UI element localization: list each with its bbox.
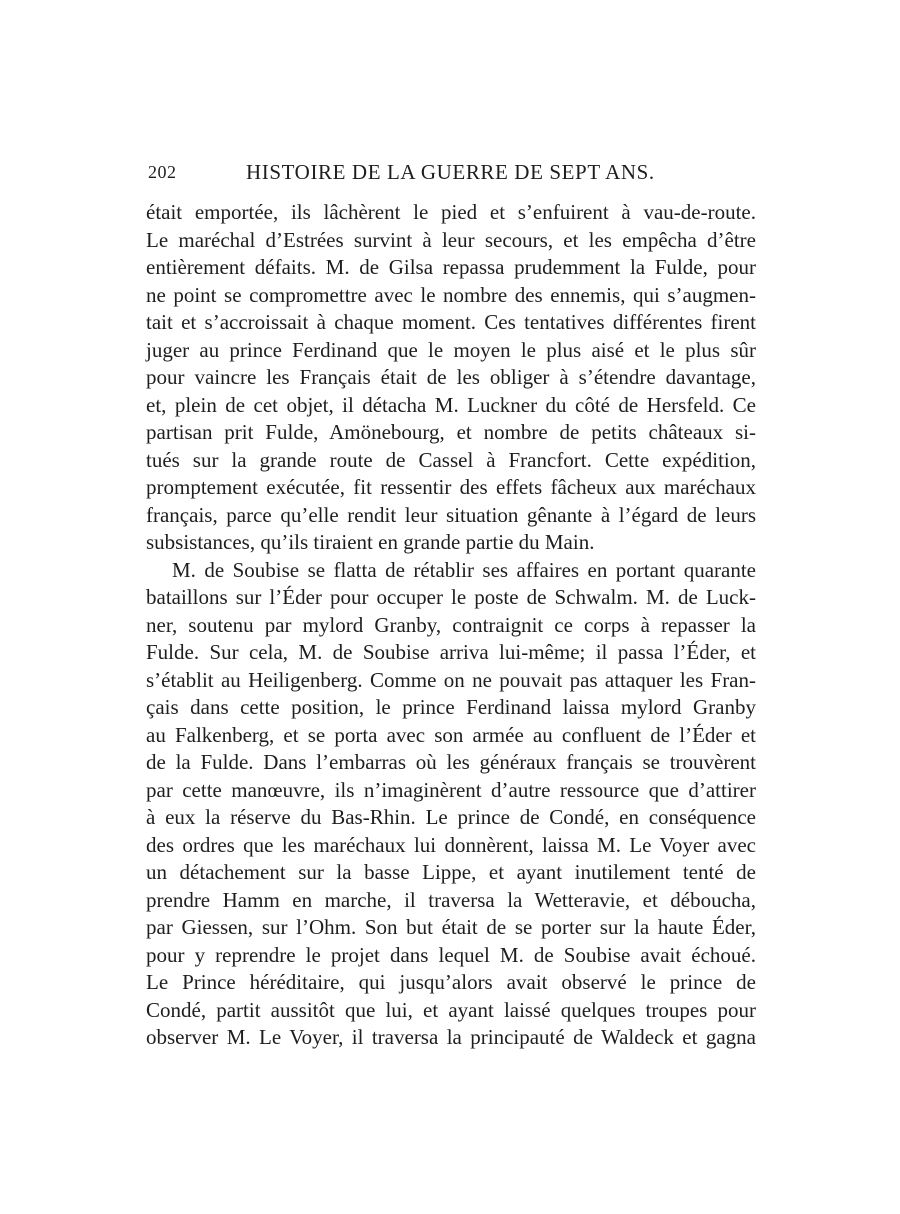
text-line: à eux la réserve du Bas-Rhin. Le prince de Condé, en conséquence bbox=[146, 805, 756, 829]
paragraph-end-line: subsistances, qu’ils tiraient en grande partie du Main. bbox=[146, 530, 595, 554]
text-line: était emportée, ils lâchèrent le pied et s’enfuirent à vau-de-route. bbox=[146, 200, 756, 224]
text-line: promptement exécutée, fit ressentir des effets fâcheux aux maréchaux bbox=[146, 475, 756, 499]
text-line: Condé, partit aussitôt que lui, et ayant laissé quelques troupes pour bbox=[146, 997, 756, 1022]
text-line: çais dans cette position, le prince Ferdinand laissa mylord Granby bbox=[146, 695, 756, 719]
text-line: des ordres que les maréchaux lui donnèrent, laissa M. Le Voyer avec bbox=[146, 832, 756, 857]
text-line: ner, soutenu par mylord Granby, contraignit ce corps à repasser la bbox=[146, 612, 756, 637]
text-line: français, parce qu’elle rendit leur situation gênante à l’égard de leurs bbox=[146, 502, 756, 527]
text-line: ne point se compromettre avec le nombre des ennemis, qui s’augmen- bbox=[146, 282, 756, 307]
body-text bbox=[146, 199, 756, 1052]
text-line: observer M. Le Voyer, il traversa la principauté de Waldeck et gagna bbox=[146, 1025, 756, 1049]
text-line: pour vaincre les Français était de les obliger à s’étendre davantage, bbox=[146, 365, 756, 389]
text-line: Le Prince héréditaire, qui jusqu’alors avait observé le prince de bbox=[146, 970, 756, 994]
text-line: par Giessen, sur l’Ohm. Son but était de se porter sur la haute Éder, bbox=[146, 915, 756, 939]
page-number: 202 bbox=[148, 162, 177, 182]
paragraph-start-line: M. de Soubise se flatta de rétablir ses affaires en portant quarante bbox=[172, 557, 756, 582]
text-line: entièrement défaits. M. de Gilsa repassa prudemment la Fulde, pour bbox=[146, 255, 756, 279]
running-title: HISTOIRE DE LA GUERRE DE SEPT ANS. bbox=[246, 160, 655, 184]
text-line: tait et s’accroissait à chaque moment. Ces tentatives différentes firent bbox=[146, 310, 756, 334]
text-line: bataillons sur l’Éder pour occuper le poste de Schwalm. M. de Luck- bbox=[146, 585, 756, 609]
text-line: s’établit au Heiligenberg. Comme on ne pouvait pas attaquer les Fran- bbox=[146, 667, 756, 692]
text-line: au Falkenberg, et se porta avec son armée au confluent de l’Éder et bbox=[146, 722, 756, 747]
text-line: partisan prit Fulde, Amönebourg, et nombre de petits châteaux si- bbox=[146, 420, 756, 444]
text-line: pour y reprendre le projet dans lequel M. de Soubise avait échoué. bbox=[146, 942, 756, 967]
text-line: par cette manœuvre, ils n’imaginèrent d’autre ressource que d’attirer bbox=[146, 777, 756, 802]
text-line: de la Fulde. Dans l’embarras où les généraux français se trouvèrent bbox=[146, 750, 756, 774]
text-line: un détachement sur la basse Lippe, et ayant inutilement tenté de bbox=[146, 860, 756, 884]
text-line: tués sur la grande route de Cassel à Francfort. Cette expédition, bbox=[146, 447, 756, 472]
text-line: juger au prince Ferdinand que le moyen le plus aisé et le plus sûr bbox=[146, 337, 756, 362]
text-line: prendre Hamm en marche, il traversa la Wetteravie, et déboucha, bbox=[146, 887, 756, 912]
text-line: Le maréchal d’Estrées survint à leur secours, et les empêcha d’être bbox=[146, 227, 756, 252]
page-header bbox=[148, 160, 758, 190]
text-line: Fulde. Sur cela, M. de Soubise arriva lui-même; il passa l’Éder, et bbox=[146, 640, 756, 664]
text-line: et, plein de cet objet, il détacha M. Luckner du côté de Hersfeld. Ce bbox=[146, 392, 756, 417]
